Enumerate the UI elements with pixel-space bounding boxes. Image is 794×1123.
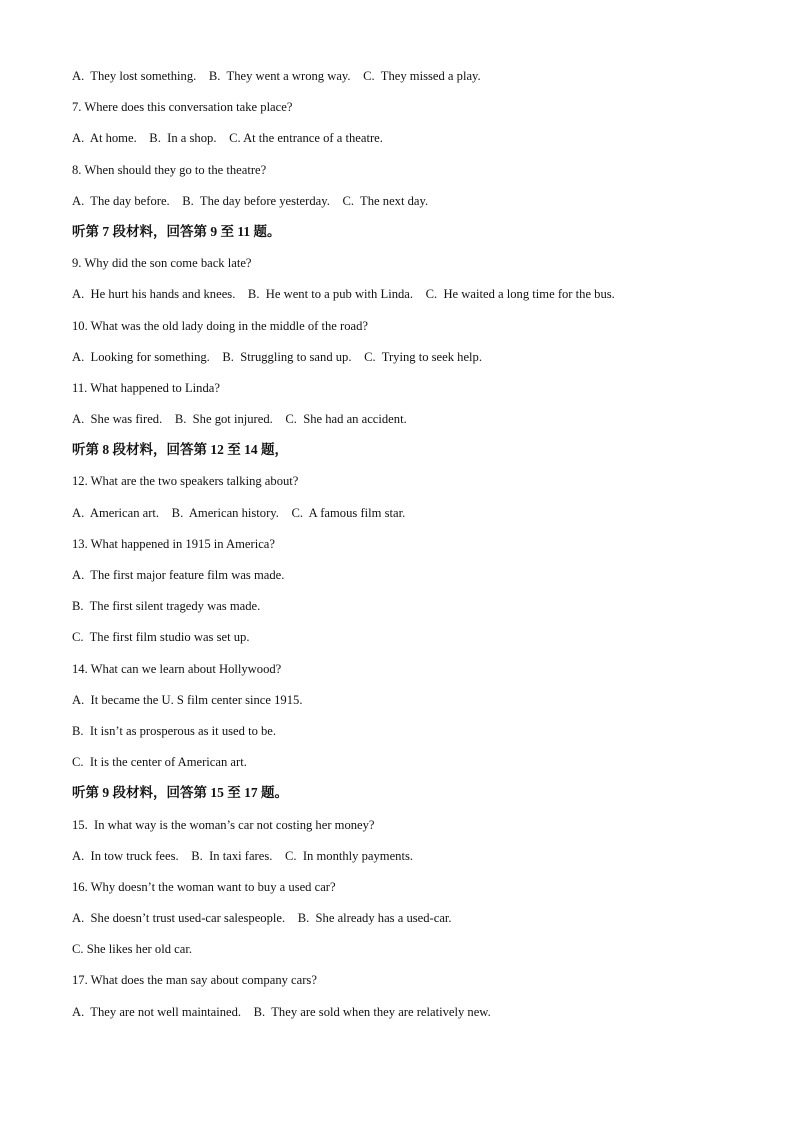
section-heading: 听第 8 段材料，回答第 12 至 14 题， bbox=[72, 442, 288, 458]
answer-options-line: C. The first film studio was set up. bbox=[72, 630, 250, 645]
answer-options-line: A. They are not well maintained. B. They are sold when they are relatively new. bbox=[72, 1004, 491, 1019]
question-text: 16. Why doesn’t the woman want to buy a used car? bbox=[72, 879, 336, 894]
question-text: 8. When should they go to the theatre? bbox=[72, 162, 267, 177]
question-text: 17. What does the man say about company cars? bbox=[72, 973, 317, 988]
answer-options-line: A. It became the U. S film center since 1915. bbox=[72, 692, 303, 707]
answer-options-line: A. The first major feature film was made. bbox=[72, 568, 285, 582]
answer-options-line: A. In tow truck fees. B. In taxi fares. C. In monthly payments. bbox=[72, 848, 414, 863]
answer-options-line: A. He hurt his hands and knees. B. He went to a pub with Linda. C. He waited a long time for the bus. bbox=[72, 287, 615, 302]
question-text: 11. What happened to Linda? bbox=[72, 380, 220, 395]
question-text: 7. Where does this conversation take place? bbox=[72, 100, 293, 115]
answer-options-line: A. She doesn’t trust used-car salespeople. B. She already has a used-car. bbox=[72, 911, 452, 926]
question-text: 14. What can we learn about Hollywood? bbox=[72, 661, 282, 676]
answer-options-line: B. It isn’t as prosperous as it used to be. bbox=[72, 723, 277, 738]
question-text: 9. Why did the son come back late? bbox=[72, 256, 252, 271]
answer-options-line: B. The first silent tragedy was made. bbox=[72, 599, 261, 614]
answer-options-line: A. She was fired. B. She got injured. C. She had an accident. bbox=[72, 412, 407, 427]
answer-options-line: A. American art. B. American history. C. A famous film star. bbox=[72, 505, 406, 520]
answer-options-line: A. They lost something. B. They went a wrong way. C. They missed a play. bbox=[72, 69, 481, 83]
answer-options-line: C. It is the center of American art. bbox=[72, 755, 247, 770]
answer-options-line: A. At home. B. In a shop. C. At the entrance of a theatre. bbox=[72, 131, 383, 146]
answer-options-line: A. Looking for something. B. Struggling to sand up. C. Trying to seek help. bbox=[72, 349, 482, 364]
answer-options-line: A. The day before. B. The day before yesterday. C. The next day. bbox=[72, 193, 429, 208]
section-heading: 听第 9 段材料，回答第 15 至 17 题。 bbox=[72, 785, 288, 801]
question-text: 10. What was the old lady doing in the middle of the road? bbox=[72, 318, 369, 333]
question-text: 13. What happened in 1915 in America? bbox=[72, 536, 275, 551]
section-heading: 听第 7 段材料，回答第 9 至 11 题。 bbox=[72, 223, 281, 239]
question-text: 15. In what way is the woman’s car not costing her money? bbox=[72, 817, 375, 832]
document-body bbox=[72, 67, 752, 1034]
answer-options-line: C. She likes her old car. bbox=[72, 942, 192, 957]
question-text: 12. What are the two speakers talking about? bbox=[72, 474, 299, 489]
